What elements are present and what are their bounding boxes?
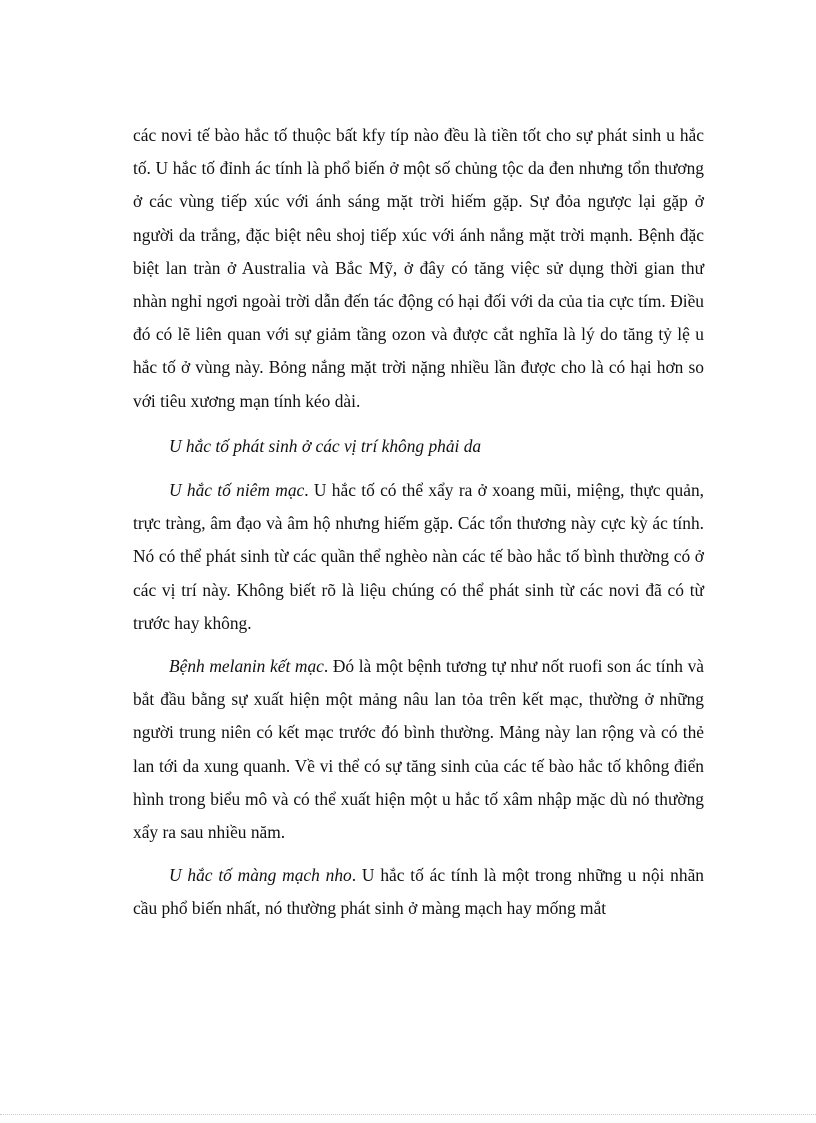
body-paragraph-1: các novi tế bào hắc tố thuộc bất kfy típ nào đều là tiền tốt cho sự phát sinh u hắc tố. U hắc tố đỉnh ác tính là phổ biến ở một số chủng tộc da đen nhưng tổn thương ở các vùng tiếp xúc với ánh sáng mặt trời hiếm gặp. Sự đỏa ngược lại gặp ở người da trắng, đặc biệt nêu shoj tiếp xúc với ánh nắng mặt trời mạnh. Bệnh đặc biệt lan tràn ở Australia và Bắc Mỹ, ở đây có tăng việc sử dụng thời gian thư nhàn nghỉ ngơi ngoài trời dẫn đến tác động có hại đối với da của tia cực tím. Điều đó có lẽ liên quan với sự giảm tầng ozon và được cắt nghĩa là lý do tăng tỷ lệ u hắc tố ở vùng này. Bỏng nắng mặt trời nặng nhiều lần được cho là có hại hơn so với tiêu xương mạn tính kéo dài. bbox=[133, 125, 704, 411]
subsection-term: Bệnh melanin kết mạc bbox=[169, 656, 324, 677]
subsection-mucosal-melanoma bbox=[133, 474, 704, 640]
page-bottom-divider bbox=[0, 1114, 816, 1115]
subsection-uveal-melanoma bbox=[133, 859, 704, 925]
subsection-body: . U hắc tố có thể xẩy ra ở xoang mũi, miệng, thực quản, trực tràng, âm đạo và âm hộ nhưng hiếm gặp. Các tổn thương này cực kỳ ác tính. Nó có thể phát sinh từ các quần thể nghèo nàn các tế bào hắc tố bình thường có ở các vị trí này. Không biết rõ là liệu chúng có thể phát sinh từ các novi đã có từ trước hay không. bbox=[133, 480, 704, 633]
document-body bbox=[133, 119, 704, 926]
subsection-term: U hắc tố màng mạch nho bbox=[169, 865, 352, 886]
subsection-body: . U hắc tố ác tính là một trong những u nội nhãn cầu phổ biến nhất, nó thường phát sinh ở màng mạch hay mống mắt bbox=[133, 865, 704, 919]
section-heading: U hắc tố phát sinh ở các vị trí không phải da bbox=[169, 435, 482, 456]
subsection-term: U hắc tố niêm mạc bbox=[169, 480, 305, 501]
subsection-conjunctival-melanosis bbox=[133, 650, 704, 849]
subsection-body: . Đó là một bệnh tương tự như nốt ruofi son ác tính và bắt đầu bằng sự xuất hiện một mảng nâu lan tỏa trên kết mạc, thường ở những người trung niên có kết mạc trước đó bình thường. Mảng này lan rộng và có thẻ lan tới da xung quanh. Về vi thể có sự tăng sinh của các tế bào hắc tố không điển hình trong biểu mô và có thể xuất hiện một u hắc tố xâm nhập mặc dù nó thường xẩy ra sau nhiều năm. bbox=[133, 656, 704, 843]
